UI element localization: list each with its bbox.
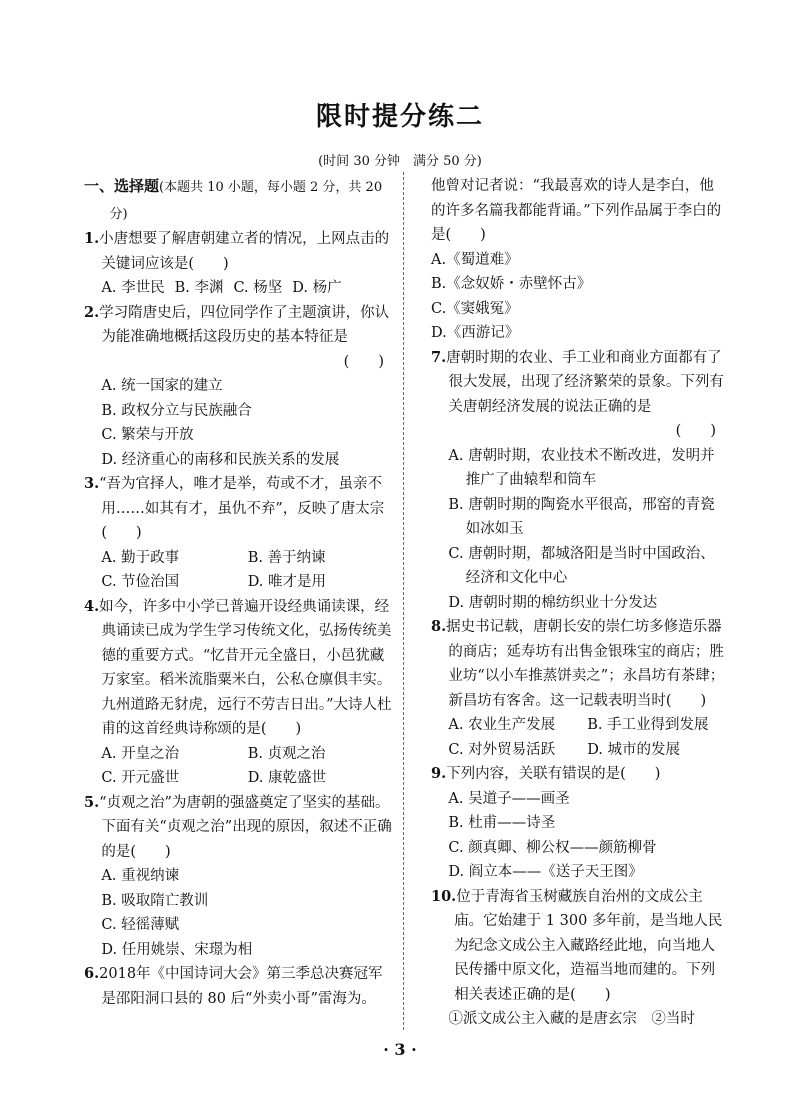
option-d: D.《西游记》 <box>431 325 520 341</box>
question-stem: 唐朝时期的农业、手工业和商业方面都有了很大发展，出现了经济繁荣的景象。下列有关唐朝经济发展的说法正确的是 <box>446 349 724 415</box>
option-b: B. 吸取隋亡教训 <box>101 892 209 909</box>
page-title: 限时提分练二 <box>315 102 484 132</box>
section-note: (本题共 10 小题，每小题 2 分，共 20 分) <box>109 180 383 222</box>
question-number: 9. <box>431 765 447 782</box>
option-d: D. 唐朝时期的棉纺织业十分发达 <box>448 594 658 611</box>
option-a: A. 重视纳谏 <box>101 868 180 884</box>
option-b: B. 唐朝时期的陶瓷水平很高，邢窑的青瓷如冰如玉 <box>448 496 715 537</box>
option-b: B. 杜甫——诗圣 <box>448 815 556 831</box>
question-number: 5. <box>84 793 100 811</box>
option-d: D. 任用姚崇、宋璟为相 <box>101 941 253 958</box>
question-stem: 小唐想要了解唐朝建立者的情况，上网点击的关键词应该是( ) <box>99 231 390 272</box>
question-number: 4. <box>84 597 100 615</box>
question-stem: 学习隋唐史后，四位同学作了主题演讲，你认为能准确地概括这段历史的基本特征是 <box>99 304 390 345</box>
option-b: B. 贞观之治 <box>247 745 326 762</box>
option-b: B. 政权分立与民族融合 <box>101 402 252 419</box>
option-a: A. 李世民 <box>101 280 165 296</box>
question-stem: 2018年《中国诗词大会》第三季总决赛冠军是邵阳洞口县的 80 后“外卖小哥”雷海为。 <box>99 966 383 1007</box>
column-divider <box>403 172 404 1030</box>
question-number: 6. <box>84 965 100 982</box>
option-c: C. 颜真卿、柳公权——颜筋柳骨 <box>448 839 657 856</box>
options-row <box>84 570 394 595</box>
option-d: D. 杨广 <box>292 280 342 296</box>
question-number: 1. <box>84 230 100 247</box>
option-c: C. 繁荣与开放 <box>101 427 194 443</box>
question-number: 10. <box>431 887 457 905</box>
question-1 <box>84 227 394 301</box>
question-number: 2. <box>84 303 100 321</box>
options-row <box>431 713 726 738</box>
option-b: B. 手工业得到发展 <box>587 717 709 733</box>
options-row <box>84 276 394 301</box>
option-c: C.《窦娥冤》 <box>431 300 519 317</box>
option-a: A. 农业生产发展 <box>448 717 556 733</box>
question-stem: “贞观之治”为唐朝的强盛奠定了坚实的基础。下面有关“贞观之治”出现的原因，叙述不正确的是( ) <box>99 794 392 860</box>
option-c: C. 开元盛世 <box>101 770 180 786</box>
options-row <box>84 766 394 791</box>
option-d: D. 康乾盛世 <box>247 770 327 786</box>
option-d: D. 阎立本——《送子天王图》 <box>448 864 643 880</box>
section-title: 一、选择题 <box>84 177 160 195</box>
option-d: D. 唯才是用 <box>247 574 327 590</box>
question-number: 7. <box>431 348 447 366</box>
answer-blank: ( ) <box>343 353 384 370</box>
question-stem: 据史书记载，唐朝长安的崇仁坊多修造乐器的商店；延寿坊有出售金银珠宝的商店；胜业坊“以小车推蒸饼卖之”；永昌坊有茶肆；新昌坊有客舍。这一记载表明当时( ) <box>446 619 725 709</box>
options-row <box>84 742 394 767</box>
option-b: B. 善于纳谏 <box>247 549 326 566</box>
question-6-continued <box>431 174 726 346</box>
exam-meta: (时间 30 分钟 满分 50 分) <box>318 154 482 169</box>
right-column <box>431 174 726 1032</box>
option-b: B. 李渊 <box>174 280 224 296</box>
question-number: 3. <box>84 475 100 492</box>
option-c: C. 唐朝时期，都城洛阳是当时中国政治、经济和文化中心 <box>448 545 715 586</box>
options-row <box>431 738 726 763</box>
option-a: A. 统一国家的建立 <box>101 378 223 394</box>
question-stem-continued: 他曾对记者说：“我最喜欢的诗人是李白，他的许多名篇我都能背诵。”下列作品属于李白的是( ) <box>431 178 722 243</box>
question-2 <box>84 301 394 473</box>
question-4 <box>84 595 394 791</box>
question-stem: 下列内容，关联有错误的是( ) <box>446 766 661 782</box>
options-row <box>84 546 394 571</box>
option-c: C. 节俭治国 <box>101 574 180 590</box>
question-7 <box>431 346 726 616</box>
section-heading <box>84 174 394 227</box>
option-c: C. 对外贸易活跃 <box>448 741 556 758</box>
question-3 <box>84 472 394 595</box>
question-stem: 如今，许多中小学已普遍开设经典诵读课，经典诵读已成为学生学习传统文化，弘扬传统美德的重要方式。“忆昔开元全盛日，小邑犹藏万家室。稻米流脂粟米白，公私仓廪俱丰实。九州道路无豺虎，远行不劳吉日出。”大诗人杜甫的这首经典诗称颂的是( ) <box>99 598 392 737</box>
option-a: A. 吴道子——画圣 <box>448 790 570 807</box>
option-d: D. 经济重心的南移和民族关系的发展 <box>101 451 340 468</box>
page-number: · 3 · <box>383 1040 417 1059</box>
option-c: C. 轻徭薄赋 <box>101 917 180 933</box>
question-5 <box>84 791 394 963</box>
option-a: A. 唐朝时期，农业技术不断改进，发明并推广了曲辕犁和筒车 <box>448 447 715 488</box>
question-stem: 位于青海省玉树藏族自治州的文成公主庙。它始建于 1 300 多年前，是当地人民为纪念文成公主入藏路经此地，向当地人民传播中原文化，造福当地而建的。下列相关表述正确的是( ) <box>454 888 723 1003</box>
question-8 <box>431 615 726 762</box>
statement-items: ①派文成公主入藏的是唐玄宗 ②当时 <box>448 1011 695 1027</box>
option-a: A. 勤于政事 <box>101 549 180 566</box>
option-c: C. 杨坚 <box>233 280 283 296</box>
option-a: A. 开皇之治 <box>101 745 180 762</box>
left-column <box>84 174 394 1011</box>
question-10 <box>431 885 726 1032</box>
question-6 <box>84 962 394 1011</box>
question-9 <box>431 762 726 885</box>
question-number: 8. <box>431 618 447 635</box>
option-b: B.《念奴娇・赤壁怀古》 <box>431 276 592 292</box>
answer-blank: ( ) <box>675 423 716 439</box>
option-d: D. 城市的发展 <box>587 741 681 758</box>
question-stem: “吾为官择人，唯才是举，苟或不才，虽亲不用……如其有才，虽仇不弃”，反映了唐太宗( ) <box>99 476 385 541</box>
option-a: A.《蜀道难》 <box>431 251 519 268</box>
